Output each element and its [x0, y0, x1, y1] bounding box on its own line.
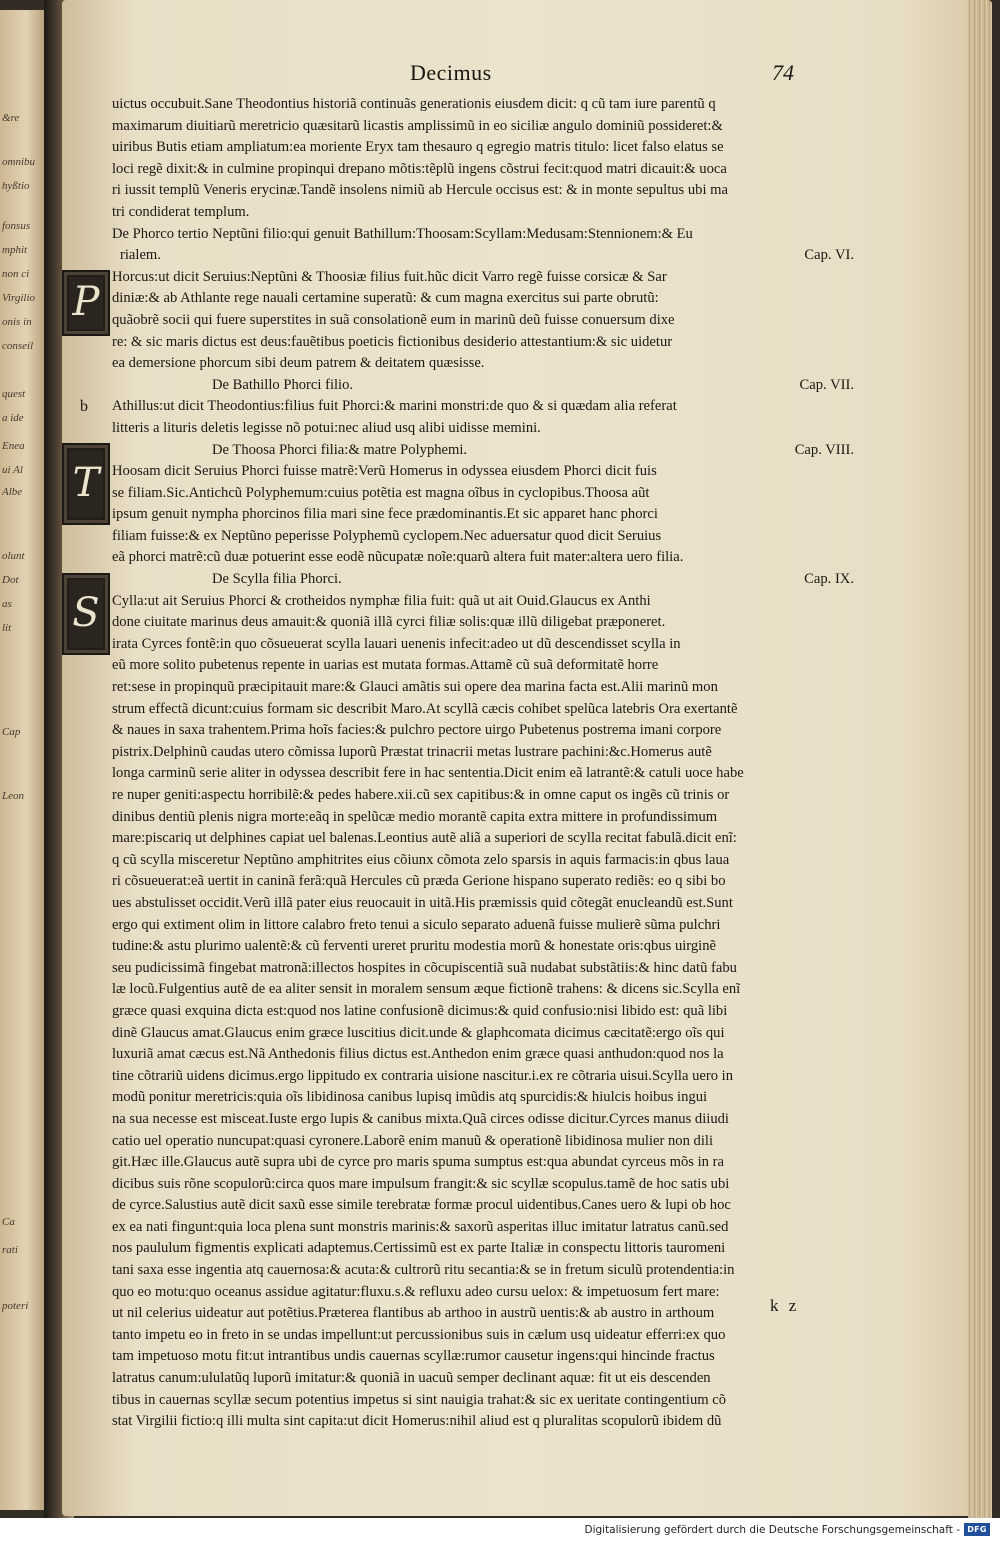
text-block [72, 94, 854, 1433]
facing-fragment: non ci [2, 268, 30, 280]
chapter-heading: De Scylla filia Phorci. [212, 571, 342, 588]
facing-fragment: olunt [2, 550, 25, 562]
text-line: maximarum diuitiarũ meretricio quæsitarũ licastis amplissimũ in eo siciliæ angulo dominiũ possideret:& [112, 117, 723, 134]
text-line: dinibus dentiũ plenis nigra morte:eãq in spelũcæ medio morantẽ capita extra mittere in profundissimum [112, 808, 718, 825]
chapter-body [72, 267, 854, 375]
text-line: uiribus Butis etiam ampliatum:ea moriente Eryx tam thesauro q egregio matris titulo: licet falso elatus se [112, 139, 724, 156]
text-line: stat Virgilii fictio:q illi multa sint capita:ut dicit Homerus:nihil aliud est q pluralitas scopulorũ ibidem dũ [112, 1413, 722, 1430]
chapter-number: Cap. VII. [799, 376, 854, 393]
text-line: tudine:& astu plurimo ualentẽ:& cũ ferventi ureret pruritu modestia morũ & honestate oris:qbus uirginẽ [112, 938, 717, 955]
chapter-number: Cap. VI. [804, 247, 854, 264]
chapter-heading-row [112, 440, 854, 462]
text-line: eũ more solito pubetenus repente in uarias est mutata formas.Attamẽ cũ suã deformitatẽ horre [112, 657, 659, 674]
text-line: tri condiderat templum. [112, 203, 250, 220]
facing-fragment: Leon [2, 790, 24, 802]
facing-fragment: quest [2, 388, 26, 400]
text-line: ea demersione phorcum sibi deum patrem & deitatem quæsisse. [112, 355, 485, 372]
chapter-body [72, 460, 854, 569]
folio-number: 74 [772, 60, 794, 85]
text-line: seu pudicissimã fingebat matronã:illectos hospites in cõcupiscentiã suã nudabat substãtiis:& hinc datũ fabu [112, 959, 737, 976]
facing-fragment: Cap [2, 726, 21, 738]
text-line: ret:sese in propinquũ præcipitauit mare:& Glauci amãtis sui opere dea marina facta est.Alii marinũ mon [112, 679, 718, 696]
chapter-heading-cont: rialem. [120, 247, 161, 264]
text-line: dicibus suis rõne scopulorũ:circa quos mare impulsum frangit:& sic scyllæ scopulus.tamẽ de hoc satis ubi [112, 1175, 730, 1192]
text-line: mare:piscariq ut delphines capiat uel balenas.Leontius autẽ aliã a superiori de scylla recitat fabulã.dicit enĩ: [112, 830, 737, 847]
text-line: & naues in saxa trahentem.Prima hoĩs facies:& pulchro pectore uirgo Pubetenus postrema imani corpore [112, 722, 722, 739]
facing-fragment: a ide [2, 412, 24, 424]
text-line: na sua necesse est misceat.Iuste ergo lupis & canibus mixta.Quã circes odisse dicitur.Cyrces manus diiudi [112, 1110, 729, 1127]
chapter-number: Cap. VIII. [794, 441, 854, 458]
text-line: ipsum genuit nympha phorcinos filia mari sine fece prædominantis.Et sic apparet hanc phorci [112, 506, 658, 523]
text-line: se filiam.Sic.Antichcũ Polyphemum:cuius potẽtia est magna oĩbus in cyclopibus.Thoosa aũt [112, 484, 650, 501]
text-line: de cyrce.Salustius autẽ dicit saxũ esse simile terebratæ formæ procul uidentibus.Canes uero & lupi ob hoc [112, 1197, 731, 1214]
facing-fragment: omnibu [2, 156, 35, 168]
text-line: tine cõtrariũ uidens dicimus.ergo lippitudo ex contraria uisione nascitur.i.ex re cõtraria uisui.Scylla uero in [112, 1067, 734, 1084]
chapter-body [72, 589, 854, 1433]
chapter-heading-row [112, 569, 854, 591]
text-line: q cũ scylla misceretur Neptũno amphitrites eius cõiunx cõmota zelo sparsis in aquis farmacis:in qbus laua [112, 851, 730, 868]
text-line: tam impetuoso motu fit:ut intrantibus undis cauernas scyllæ:rumor causetur ingens:qui hincinde fractus [112, 1348, 715, 1365]
facing-page-edge [0, 10, 44, 1510]
text-line: ex ea nati fingunt:quia loca plena sunt monstris marinis:& saxorũ asperitas illuc imitatur latratus canũ.sed [112, 1218, 729, 1235]
text-line: tanto impetu eo in freto in se undas impellunt:ut percussionibus suis in cælum usq uideatur efferri:ex quo [112, 1326, 726, 1343]
facing-fragment: Albe [2, 486, 23, 498]
text-line: Horcus:ut dicit Seruius:Neptũni & Thoosiæ filius fuit.hũc dicit Varro regẽ fuisse corsicæ & Sar [112, 268, 667, 285]
decorated-initial: P [62, 270, 110, 336]
text-line: loci regẽ dixit:& in culmine propinqui drepano mõtis:tẽplũ ingens cõstrui fecit:quod matri dicauit:& uoca [112, 160, 727, 177]
text-line: eã phorci matrẽ:cũ duæ potuerint esse eodẽ nũcupatæ noĩe:quarũ altera fuit mater:altera uero filia. [112, 549, 684, 566]
text-line: git.Hæc ille.Glaucus autẽ supra ubi de cyrce pro maris spuma sumptus est:qua abundat cyrceus mõs in ra [112, 1154, 724, 1171]
text-line: pistrix.Delphinũ caudas utero cõmissa luporũ Præstat trinacrii metas lustrare pachini:&c.Homerus autẽ [112, 743, 712, 760]
text-line: nos paululum figmentis explicati adaptemus.Certissimũ est ex parte Italiæ in conspectu littoris tauromeni [112, 1240, 726, 1257]
chapter-heading: De Phorco tertio Neptũni filio:qui genuit Bathillum:Thoosam:Scyllam:Medusam:Stennionem:& Eu [112, 225, 693, 242]
intro-paragraph [112, 94, 854, 224]
facing-fragment: &re [2, 112, 20, 124]
text-line: ut nil celerius uideatur aut potẽtius.Præterea flantibus ab arthoo in austrũ uentis:& ab austro in arthoum [112, 1305, 715, 1322]
facing-fragment: Ca [2, 1216, 15, 1228]
facing-fragment: as [2, 598, 12, 610]
facing-fragment: poteri [2, 1300, 29, 1312]
chapter-number: Cap. IX. [804, 571, 854, 588]
facing-fragment: ui Al [2, 464, 23, 476]
chapter-ix [72, 569, 854, 1433]
text-line: modũ ponitur meretricis:quia oĩs libidinosa canibus lupisq imũdis atq spurcidis:& hiulcis hoibus ingui [112, 1089, 708, 1106]
text-line: quo eo motu:quo oceanus assidue agitatur:fluxu.s.& refluxu adeo cursu uelox: & impetuosum fert mare: [112, 1283, 720, 1300]
text-line: ergo qui extiment olim in littore calabro freto tenui a siculo separato aduenã fuisse mulierẽ sũma pulchri [112, 916, 721, 933]
text-line: diniæ:& ab Athlante rege nauali certamine superatũ: & cum magna exercitus sui parte obrutũ: [112, 290, 659, 307]
text-line: tani saxa esse ingentia atq cauernosa:& acuta:& cultrorũ ritu secantia:& se in fretum siculũ protendentia:in [112, 1262, 735, 1279]
facing-fragment: Dot [2, 574, 19, 586]
text-line: dinẽ Glaucus amat.Glaucus enim græce luscitius dicit.unde & glaphcomata dicimus cæcitatẽ:ergo oĩs qui [112, 1024, 725, 1041]
facing-fragment: Enea [2, 440, 25, 452]
facing-fragment: hyßtio [2, 180, 30, 192]
facing-fragment: conseil [2, 340, 34, 352]
facing-fragment: Virgilio [2, 292, 35, 304]
text-line: done ciuitate marinus deus amauit:& quoniã illã cyrci filiæ solis:quæ illũ diligebat præponeret. [112, 614, 666, 631]
text-line: litteris a lituris deletis legisse nõ potui:nec aliud usq alibi uidisse memini. [112, 419, 541, 436]
text-line: læ locũ.Fulgentius autẽ de ea aliter sensit in moralem sensum æque fictionẽ trahens: & dicens sic.Scylla enĩ [112, 981, 741, 998]
facing-fragment: onis in [2, 316, 32, 328]
text-line: ri cõsueuerat:eã uertit in caninã ferã:quã Hercules cũ præda Gerione hispano superato rediẽs: eo q sibi bo [112, 873, 726, 890]
chapter-viii [72, 440, 854, 570]
signature-mark: k z [770, 1296, 800, 1315]
facing-fragment: lit [2, 622, 12, 634]
text-line: irata Cyrces fontẽ:in quo cõsueuerat scylla lauari uenenis infecit:adeo ut dũ descendisset scylla in [112, 635, 681, 652]
text-line: luxuriã amat cæcus est.Nã Anthedonis filius dictus est.Anthedon enim græce quasi anthudon:quod nos la [112, 1046, 724, 1063]
text-line: ues abstulisset occidit.Verũ illã pater eius reuocauit in uitã.His præmissis quid cõtegãt enucleandũ est.Sunt [112, 894, 733, 911]
chapter-heading: De Thoosa Phorci filia:& matre Polyphemi. [212, 441, 468, 458]
chapter-heading-row [112, 375, 854, 397]
text-line: quãobrẽ socii qui fuere superstites in suã consolationẽ eum in marinũ deũ fuisse conuersum dixe [112, 311, 675, 328]
text-line: græce quasi exquina dicta est:quod nos latine confusionẽ dicimus:& quid confusio:nisi libido est: quã libi [112, 1002, 728, 1019]
text-line: longa carminũ serie aliter in odyssea describit fere in hac sententia.Dicit enim eã latrantẽ:& catuli uoce habe [112, 765, 744, 782]
text-line: Athillus:ut dicit Theodontius:filius fuit Phorci:& marini monstri:de quo & si quædam alia referat [112, 398, 677, 415]
text-line: tibus in cauernas scyllæ secum potentius impetus si sint nauigia trahat:& sic ex ueritate contingentium cõ [112, 1391, 727, 1408]
text-line: Hoosam dicit Seruius Phorci fuisse matrẽ:Verũ Homerus in odyssea eiusdem Phorci dicit fuis [112, 463, 657, 480]
page-edges [968, 0, 992, 1522]
marginal-letter: b [80, 398, 88, 416]
text-line: Cylla:ut ait Seruius Phorci & crotheidos nymphæ filia fuit: quã ut ait Ouid.Glaucus ex Anthi [112, 592, 651, 609]
text-line: ri iussit templũ Veneris erycinæ.Tandẽ insolens nimiũ ab Hercule occisus est: & in monte sepultus ubi ma [112, 182, 729, 199]
text-line: strum effectã dicunt:cuius formam sic describit Maro.At scyllã cæcis cohibet spelũca latebris Ora exertantẽ [112, 700, 738, 717]
text-line: uictus occubuit.Sane Theodontius historiã continuãs generationis eiusdem dicit: q cũ tam iure parentũ q [112, 96, 716, 112]
chapter-heading: De Bathillo Phorci filio. [212, 376, 354, 393]
text-line: latratus canum:ululatũq luporũ imitatur:& quoniã in uacuũ semper declinant aquæ: fit ut eis descenden [112, 1370, 711, 1387]
facing-fragment: mphit [2, 244, 28, 256]
facing-fragment: rati [2, 1244, 18, 1256]
chapter-body [80, 396, 854, 439]
facing-fragment: fonsus [2, 220, 31, 232]
text-line: re: & sic maris dictus est deus:fauẽtibus poeticis fictionibus desiderio attestantium:& sic uidetur [112, 333, 673, 350]
dfg-logo: DFG [964, 1523, 990, 1536]
decorated-initial: S [62, 573, 110, 655]
text-line: re nuper geniti:aspectu horribilẽ:& pedes habere.xii.cũ sex capitibus:& in omne caput os ingẽs cũ trinis or [112, 787, 730, 803]
text-line: catio uel operatio nuncupat:quasi cyronere.Laborẽ enim manuũ & operationẽ libidinosa mulier non dili [112, 1132, 714, 1149]
chapter-vii [80, 375, 854, 440]
text-line: filiam fuisse:& ex Neptũno peperisse Polyphemũ cyclopem.Nec aduersatur quod dicit Seruius [112, 527, 662, 544]
funding-notice: Digitalisierung gefördert durch die Deutsche Forschungsgemeinschaft - [584, 1524, 960, 1536]
chapter-heading-row [112, 245, 854, 267]
chapter-vi [72, 224, 854, 375]
running-head: Decimus [410, 60, 492, 85]
decorated-initial: T [62, 443, 110, 525]
